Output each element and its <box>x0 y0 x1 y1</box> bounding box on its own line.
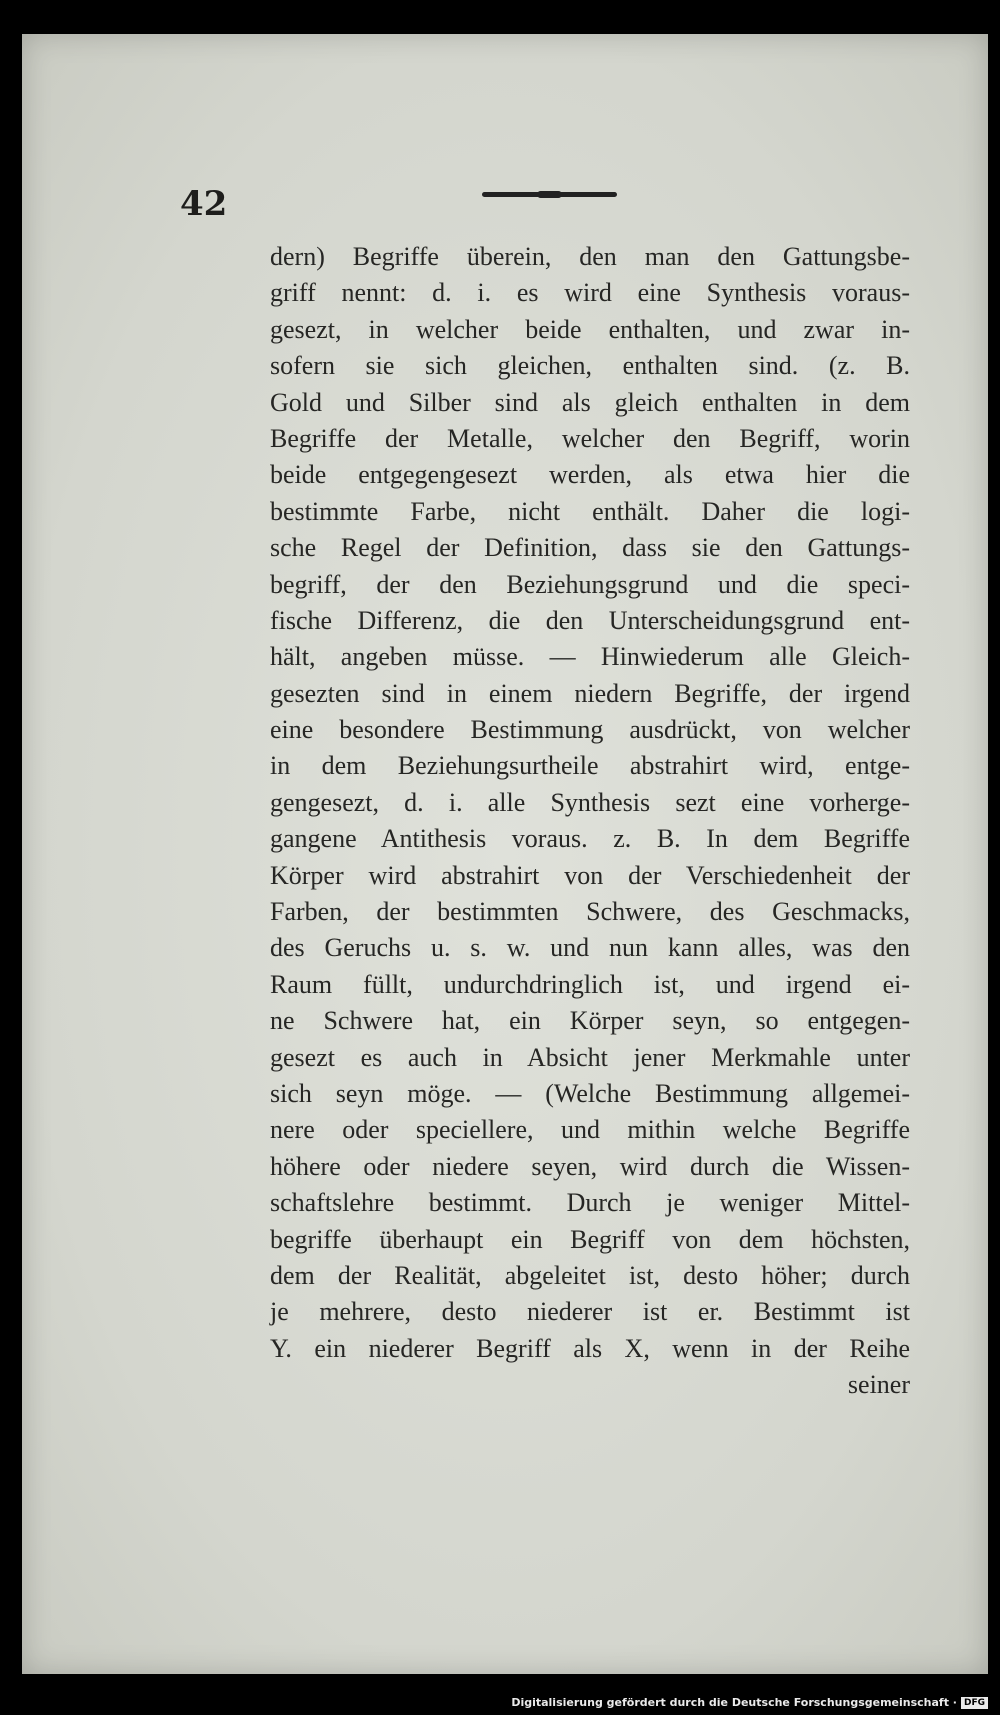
text-line: Farben, der bestimmten Schwere, des Geschmacks, <box>270 897 910 927</box>
text-line: je mehrere, desto niederer ist er. Bestimmt ist <box>270 1297 910 1327</box>
text-line: in dem Beziehungsurtheile abstrahirt wird, entge- <box>270 751 910 781</box>
text-line: Y. ein niederer Begriff als X, wenn in der Reihe <box>270 1333 910 1363</box>
text-line: sich seyn möge. — (Welche Bestimmung allgemei- <box>270 1078 910 1108</box>
text-line: gengesezt, d. i. alle Synthesis sezt eine vorherge- <box>270 787 910 817</box>
catchword: seiner <box>847 1370 910 1400</box>
text-line: schaftslehre bestimmt. Durch je weniger Mittel- <box>270 1188 910 1218</box>
text-line: begriffe überhaupt ein Begriff von dem höchsten, <box>270 1224 910 1254</box>
text-line: griff nennt: d. i. es wird eine Synthesis voraus- <box>270 278 910 308</box>
page-number: 42 <box>180 184 228 224</box>
text-line: höhere oder niedere seyen, wird durch die Wissen- <box>270 1151 910 1181</box>
credit-text: Digitalisierung gefördert durch die Deutsche Forschungsgemeinschaft · <box>511 1696 957 1709</box>
text-line: beide entgegengesezt werden, als etwa hier die <box>270 460 910 490</box>
body-text <box>270 239 910 1404</box>
header-rule <box>482 192 617 197</box>
text-line: Raum füllt, undurchdringlich ist, und irgend ei- <box>270 969 910 999</box>
dfg-logo: DFG <box>961 1697 988 1709</box>
text-line: Gold und Silber sind als gleich enthalten in dem <box>270 387 910 417</box>
text-line: fische Differenz, die den Unterscheidungsgrund ent- <box>270 605 910 635</box>
text-line: des Geruchs u. s. w. und nun kann alles, was den <box>270 933 910 963</box>
text-line: sofern sie sich gleichen, enthalten sind. (z. B. <box>270 351 910 381</box>
book-page <box>22 34 988 1674</box>
text-line: nere oder speciellere, und mithin welche Begriffe <box>270 1115 910 1145</box>
text-line: gesezt es auch in Absicht jener Merkmahle unter <box>270 1042 910 1072</box>
text-line: sche Regel der Definition, dass sie den Gattungs- <box>270 533 910 563</box>
text-line: gesezt, in welcher beide enthalten, und zwar in- <box>270 314 910 344</box>
text-line: dem der Realität, abgeleitet ist, desto höher; durch <box>270 1260 910 1290</box>
text-line: gesezten sind in einem niedern Begriffe, der irgend <box>270 678 910 708</box>
text-line: hält, angeben müsse. — Hinwiederum alle Gleich- <box>270 642 910 672</box>
digitization-credit <box>511 1696 988 1709</box>
text-line: ne Schwere hat, ein Körper seyn, so entgegen- <box>270 1006 910 1036</box>
text-line: Begriffe der Metalle, welcher den Begriff, worin <box>270 423 910 453</box>
text-line: Körper wird abstrahirt von der Verschiedenheit der <box>270 860 910 890</box>
text-line: bestimmte Farbe, nicht enthält. Daher die logi- <box>270 496 910 526</box>
text-line: dern) Begriffe überein, den man den Gattungsbe- <box>270 242 910 271</box>
text-line: begriff, der den Beziehungsgrund und die speci- <box>270 569 910 599</box>
text-line: eine besondere Bestimmung ausdrückt, von welcher <box>270 715 910 745</box>
text-line: gangene Antithesis voraus. z. B. In dem Begriffe <box>270 824 910 854</box>
